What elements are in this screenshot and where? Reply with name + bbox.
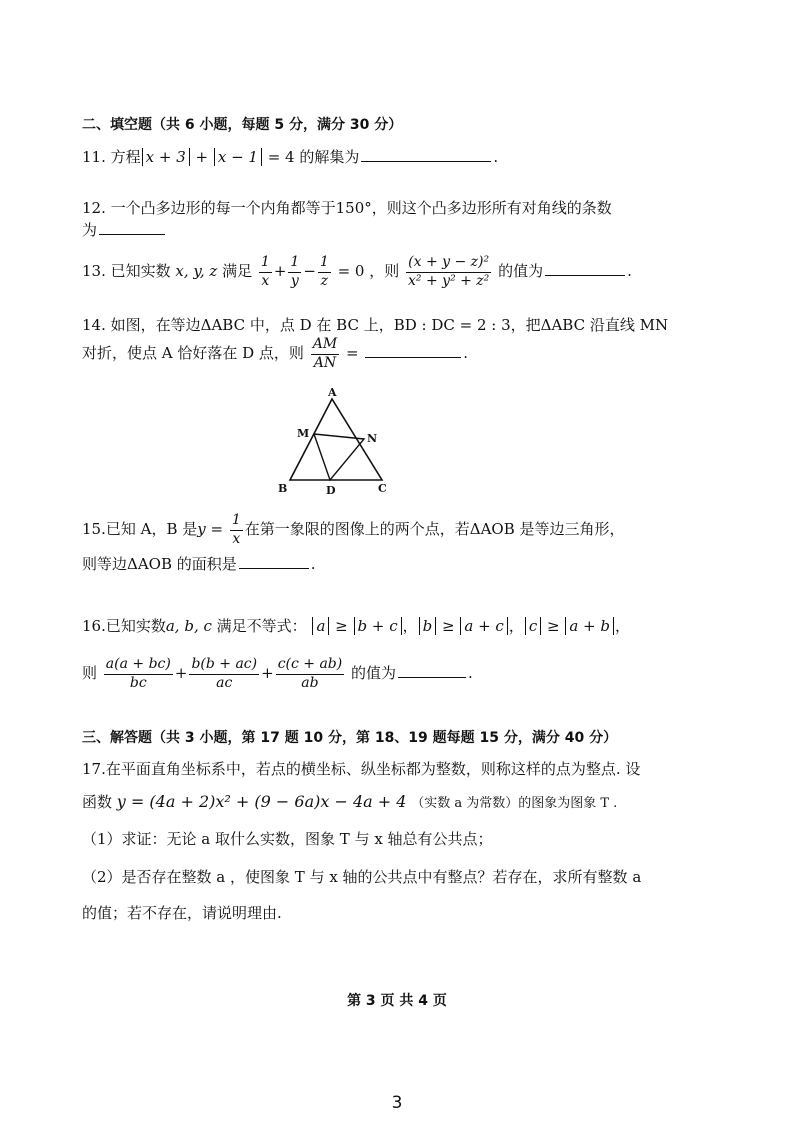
- label-n: N: [367, 432, 378, 445]
- q13-fraction-4: $\frac{\text{(x + y − z)²}}{\text{x² + y² + z²}}$: [408, 254, 490, 289]
- q16-abs-ac: a + c: [460, 617, 507, 635]
- q14-prefix: 对折，使点 A 恰好落在 D 点，则: [82, 344, 304, 362]
- fold-lines: [314, 434, 364, 480]
- page-footer: 第 3 页 共 4 页: [347, 993, 447, 1009]
- q11-end: .: [493, 148, 499, 166]
- question-15-line-1: [82, 512, 625, 548]
- q12-answer-blank[interactable]: [99, 220, 165, 235]
- q14-end: .: [463, 344, 469, 362]
- q16-abs-bc: b + c: [354, 617, 402, 635]
- label-c: C: [378, 482, 387, 495]
- q17-prefix: 函数: [82, 793, 113, 811]
- q16-prefix: 16.已知实数: [82, 617, 166, 635]
- question-13: [82, 254, 632, 290]
- q16-answer-blank[interactable]: [398, 663, 466, 678]
- q13-op-2: −: [303, 262, 316, 280]
- q16-line2-prefix: 则: [82, 664, 98, 682]
- q13-mid: 满足: [217, 262, 253, 280]
- question-15-line-2: [82, 554, 316, 573]
- q13-fraction-3: $\frac{1}{z}$: [319, 254, 329, 289]
- q16-plus-1: +: [174, 664, 188, 682]
- q16-end: .: [468, 664, 473, 682]
- q16-fraction-1: $\frac{a(a + bc)}{bc}$: [105, 656, 171, 691]
- q16-comma-3: ，: [615, 617, 631, 635]
- label-b: B: [278, 482, 288, 495]
- q11-answer-blank[interactable]: [361, 147, 491, 162]
- q14-eq: =: [341, 344, 364, 362]
- q16-ge-2: ≥: [437, 617, 460, 635]
- q16-comma-1: ，: [402, 617, 418, 635]
- q16-fraction-2: $\frac{b(b + ac)}{ac}$: [191, 656, 258, 691]
- q16-abs-ab: a + b: [565, 617, 614, 635]
- q13-tail: 的值为: [498, 262, 544, 280]
- q16-ge-3: ≥: [542, 617, 565, 635]
- q15-fraction: $\frac{1}{x}$: [231, 512, 241, 547]
- q14-fraction: $\frac{AM}{AN}$: [312, 336, 338, 371]
- q16-abs-b: b: [419, 617, 437, 635]
- q16-fraction-3: $\frac{c(c + ab)}{ab}$: [277, 656, 343, 691]
- q15-tail: 在第一象限的图像上的两个点，若ΔAOB 是等边三角形，: [244, 520, 625, 538]
- question-12-line-1: 12. 一个凸多边形的每一个内角都等于150°，则这个凸多边形所有对角线的条数: [82, 199, 612, 217]
- q11-equation-tail: = 4 的解集为: [262, 148, 360, 166]
- question-14-line-1: 14. 如图，在等边ΔABC 中，点 D 在 BC 上，BD : DC = 2 : 3，把ΔABC 沿直线 MN: [82, 316, 669, 334]
- q15-line2: 则等边ΔAOB 的面积是: [82, 555, 237, 573]
- question-17-part-1: （1）求证：无论 a 取什么实数，图象 T 与 x 轴总有公共点；: [82, 830, 493, 848]
- q11-prefix: 11. 方程: [82, 148, 141, 166]
- q13-fraction-1: $\frac{1}{x}$: [260, 254, 270, 289]
- question-14-line-2: [82, 336, 468, 372]
- q16-mid: 满足不等式：: [211, 617, 307, 635]
- q13-prefix: 13. 已知实数: [82, 262, 171, 280]
- q15-y: y =: [197, 520, 228, 538]
- question-17-line-1: 17.在平面直角坐标系中，若点的横坐标、纵坐标都为整数，则称这样的点为整点. 设: [82, 760, 641, 778]
- q17-suffix: （实数 a 为常数）的图象为图象 T .: [411, 796, 618, 811]
- q16-comma-2: ，: [508, 617, 524, 635]
- q13-fraction-2: $\frac{1}{y}$: [290, 254, 300, 289]
- q16-vars: a, b, c: [165, 617, 212, 635]
- q16-ge-1: ≥: [330, 617, 353, 635]
- q11-plus: +: [190, 148, 213, 166]
- q16-plus-2: +: [261, 664, 274, 682]
- q15-end: .: [310, 555, 316, 573]
- section-2-heading: 二、填空题（共 6 小题，每题 5 分，满分 30 分）: [82, 117, 403, 133]
- q16-abs-c: c: [525, 617, 541, 635]
- section-3-heading: 三、解答题（共 3 小题，第 17 题 10 分，第 18、19 题每题 15 分，满分 40 分）: [82, 730, 618, 746]
- q13-vars: x, y, z: [175, 262, 218, 280]
- label-a: A: [328, 386, 337, 399]
- label-m: M: [297, 427, 310, 440]
- q14-answer-blank[interactable]: [365, 343, 461, 358]
- q17-formula: y = (4a + 2)x² + (9 − 6a)x − 4a + 4: [116, 792, 407, 811]
- q13-answer-blank[interactable]: [545, 261, 625, 276]
- q15-answer-blank[interactable]: [239, 554, 309, 569]
- q11-abs-1: x + 3: [142, 148, 190, 166]
- question-17-part-2-line-2: 的值；若不存在，请说明理由.: [82, 904, 282, 922]
- q11-abs-2: x − 1: [214, 148, 262, 166]
- question-16-line-2: [82, 656, 473, 692]
- q16-tail: 的值为: [351, 664, 397, 682]
- question-16-line-1: [82, 617, 630, 635]
- q13-eq0: = 0 ，则: [332, 262, 400, 280]
- page-number: 3: [391, 1093, 403, 1113]
- q15-prefix: 15.已知 A，B 是: [82, 520, 198, 538]
- q16-abs-a: a: [312, 617, 329, 635]
- label-d: D: [326, 484, 336, 497]
- triangle-figure: [270, 384, 400, 500]
- q12-prefix: 为: [82, 221, 98, 239]
- q13-op-1: +: [273, 262, 287, 280]
- question-17-line-2: [82, 792, 617, 812]
- question-11: [82, 147, 498, 166]
- question-17-part-2-line-1: （2）是否存在整数 a ，使图象 T 与 x 轴的公共点中有整点？若存在，求所有整数 a: [82, 868, 642, 886]
- question-12-line-2: [82, 220, 167, 239]
- q13-end: .: [627, 262, 632, 280]
